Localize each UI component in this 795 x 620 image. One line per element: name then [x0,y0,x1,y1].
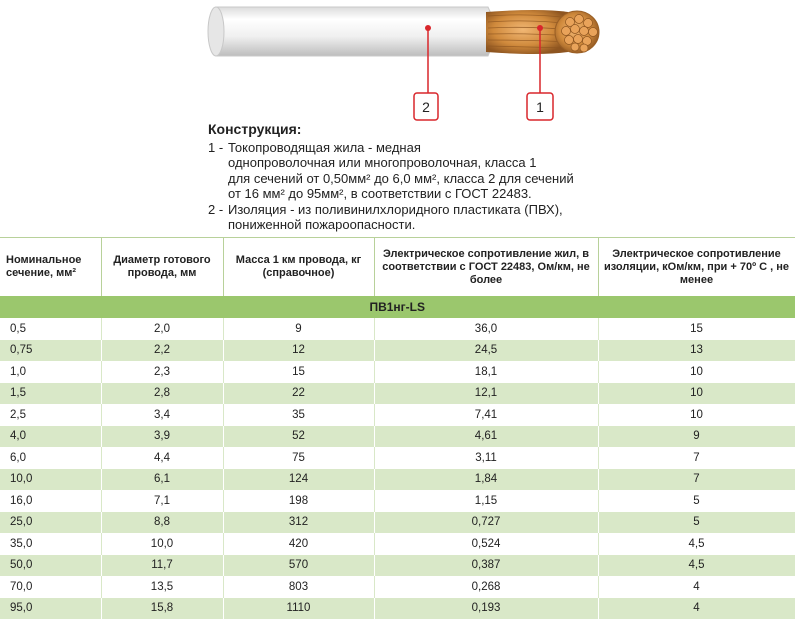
section-row [0,296,795,318]
cell-cross-section: 0,5 [0,318,101,340]
cell-insulation-resistance: 10 [598,361,795,383]
cell-mass: 22 [223,383,374,405]
callout-2-label: 2 [422,99,430,115]
table-row [0,318,795,340]
cell-mass: 312 [223,512,374,534]
cell-insulation-resistance: 5 [598,512,795,534]
table-row [0,598,795,620]
cell-diameter: 3,9 [101,426,223,448]
cell-mass: 1110 [223,598,374,620]
item-number: 2 - [208,201,224,217]
cell-conductor-resistance: 36,0 [374,318,598,340]
cell-conductor-resistance: 0,727 [374,512,598,534]
cell-conductor-resistance: 1,15 [374,490,598,512]
cell-diameter: 4,4 [101,447,223,469]
cell-cross-section: 1,5 [0,383,101,405]
item-line: для сечений от 0,50мм² до 6,0 мм², класса 2 для сечений [228,170,574,186]
cell-insulation-resistance: 5 [598,490,795,512]
cell-mass: 570 [223,555,374,577]
cell-conductor-resistance: 1,84 [374,469,598,491]
cell-conductor-resistance: 4,61 [374,426,598,448]
table-row [0,512,795,534]
cell-diameter: 3,4 [101,404,223,426]
cell-cross-section: 50,0 [0,555,101,577]
item-line: пониженной пожароопасности. [228,217,416,232]
table-row [0,361,795,383]
header-conductor-resistance: Электрическое сопротивление жил, в соответствии с ГОСТ 22483, Ом/км, не более [374,238,598,297]
callout-1-label: 1 [536,99,544,115]
table-row [0,555,795,577]
cell-cross-section: 95,0 [0,598,101,620]
construction-item-2 [208,202,628,233]
table-row [0,576,795,598]
cell-mass: 803 [223,576,374,598]
cell-cross-section: 0,75 [0,340,101,362]
cell-cross-section: 25,0 [0,512,101,534]
cell-diameter: 2,8 [101,383,223,405]
cell-conductor-resistance: 24,5 [374,340,598,362]
specifications-table [0,237,795,619]
item-line: Токопроводящая жила - медная [228,139,421,155]
cable-diagram [0,0,795,125]
cell-diameter: 2,2 [101,340,223,362]
table-row [0,447,795,469]
cell-diameter: 11,7 [101,555,223,577]
header-mass: Масса 1 км провода, кг (справочное) [223,238,374,297]
cell-mass: 124 [223,469,374,491]
table-row [0,533,795,555]
insulation-sleeve [208,7,494,56]
cell-conductor-resistance: 0,524 [374,533,598,555]
cell-conductor-resistance: 3,11 [374,447,598,469]
cell-mass: 15 [223,361,374,383]
section-title: ПВ1нг-LS [0,296,795,318]
table-row [0,426,795,448]
copper-conductor [486,10,599,54]
table-row [0,383,795,405]
header-cross-section: Номинальное сечение, мм² [0,238,101,297]
cell-insulation-resistance: 13 [598,340,795,362]
cell-insulation-resistance: 10 [598,383,795,405]
construction-item-1 [208,140,628,202]
item-number: 1 - [208,139,224,155]
item-line: Изоляция - из поливинилхлоридного пластиката (ПВХ), [228,201,563,217]
cell-conductor-resistance: 0,193 [374,598,598,620]
cell-cross-section: 70,0 [0,576,101,598]
cell-conductor-resistance: 18,1 [374,361,598,383]
header-diameter: Диаметр готового провода, мм [101,238,223,297]
cell-conductor-resistance: 7,41 [374,404,598,426]
table-header-row [0,238,795,297]
cell-diameter: 15,8 [101,598,223,620]
cell-mass: 198 [223,490,374,512]
item-line: от 16 мм² до 95мм², в соответствии с ГОСТ 22483. [228,186,532,201]
table-row [0,469,795,491]
cell-diameter: 2,0 [101,318,223,340]
construction-description [208,122,628,233]
cell-cross-section: 16,0 [0,490,101,512]
header-insulation-resistance: Электрическое сопротивление изоляции, кОм/км, при + 70º С , не менее [598,238,795,297]
cell-mass: 75 [223,447,374,469]
cell-cross-section: 6,0 [0,447,101,469]
table-row [0,404,795,426]
cell-insulation-resistance: 4,5 [598,555,795,577]
cell-diameter: 10,0 [101,533,223,555]
cell-insulation-resistance: 15 [598,318,795,340]
cell-cross-section: 1,0 [0,361,101,383]
table-row [0,340,795,362]
cell-mass: 52 [223,426,374,448]
cell-insulation-resistance: 10 [598,404,795,426]
cell-mass: 420 [223,533,374,555]
cell-insulation-resistance: 9 [598,426,795,448]
cell-mass: 35 [223,404,374,426]
cell-diameter: 7,1 [101,490,223,512]
cell-cross-section: 10,0 [0,469,101,491]
item-line: однопроволочная или многопроволочная, класса 1 [228,155,537,170]
cell-diameter: 2,3 [101,361,223,383]
cell-insulation-resistance: 4 [598,598,795,620]
cell-cross-section: 2,5 [0,404,101,426]
cell-insulation-resistance: 7 [598,447,795,469]
cell-mass: 9 [223,318,374,340]
cell-conductor-resistance: 0,387 [374,555,598,577]
table-row [0,490,795,512]
construction-heading: Конструкция: [208,121,302,137]
cell-insulation-resistance: 7 [598,469,795,491]
cell-diameter: 8,8 [101,512,223,534]
cell-conductor-resistance: 12,1 [374,383,598,405]
cell-cross-section: 35,0 [0,533,101,555]
cell-cross-section: 4,0 [0,426,101,448]
cell-insulation-resistance: 4 [598,576,795,598]
cell-mass: 12 [223,340,374,362]
cell-diameter: 13,5 [101,576,223,598]
cell-conductor-resistance: 0,268 [374,576,598,598]
cell-diameter: 6,1 [101,469,223,491]
cell-insulation-resistance: 4,5 [598,533,795,555]
